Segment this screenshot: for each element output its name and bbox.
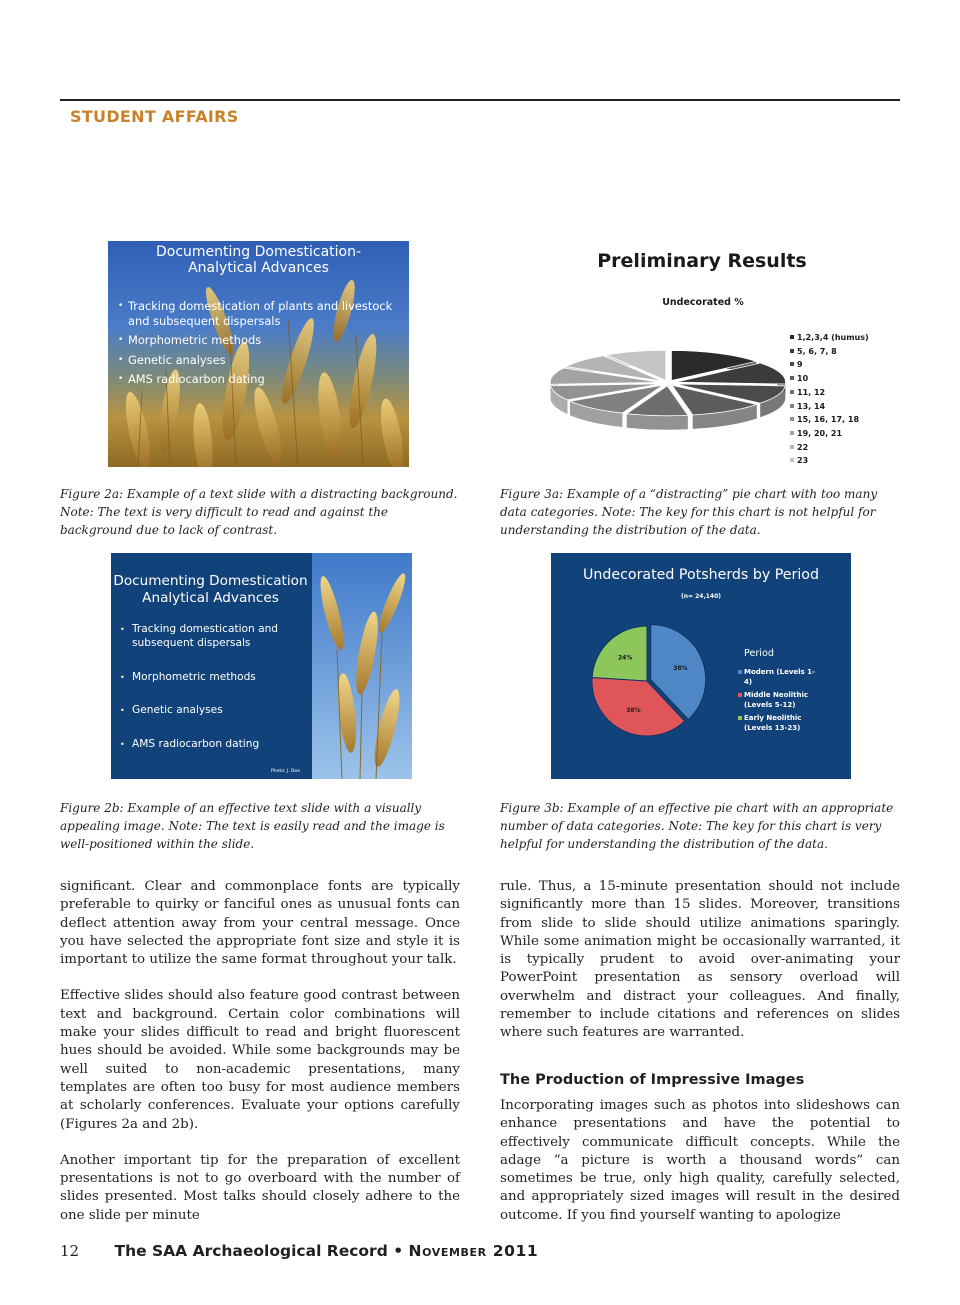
figure-2b-caption: Figure 2b: Example of an effective text slide with a visually appealing image. Note: The text is easily read and the image is well-positioned within the slide. bbox=[60, 801, 445, 851]
chart-title: Undecorated Potsherds by Period bbox=[583, 567, 819, 583]
legend-swatch bbox=[790, 417, 794, 421]
figure-3b-caption: Figure 3b: Example of an effective pie chart with an appropriate number of data categories. Note: The key for this chart is very helpful for understanding the distribution of the data. bbox=[500, 801, 894, 851]
body-paragraph: Incorporating images such as photos into slideshows can enhance presentations and have the potential to effectively communicate difficult concepts. While the adage “a picture is worth a thousand words” can sometimes be true, only high quality, carefully selected, and appropriately sized images will result in the desired outcome. If you find yourself wanting to apologize bbox=[500, 1097, 900, 1223]
pie-data-label: 38% bbox=[673, 664, 688, 672]
legend-swatch bbox=[790, 445, 794, 449]
pie-slice bbox=[592, 626, 647, 681]
slide-bullet: • Genetic analyses bbox=[116, 353, 409, 368]
page-footer bbox=[60, 1242, 538, 1260]
legend-label: 11, 12 bbox=[797, 387, 826, 397]
body-paragraph: Another important tip for the preparation of excellent presentations is not to go overboard with the number of slides presented. Most talks should closely adhere to the one slide per minute bbox=[60, 1152, 460, 1223]
slide-bullet: • AMS radiocarbon dating bbox=[116, 372, 409, 387]
legend-swatch bbox=[790, 335, 794, 339]
slide-bullet: • Morphometric methods bbox=[116, 333, 409, 348]
legend-item bbox=[790, 372, 869, 386]
legend-label: Early Neolithic (Levels 13-23) bbox=[744, 714, 802, 732]
legend-item bbox=[790, 413, 869, 427]
legend-item bbox=[790, 427, 869, 441]
legend-item bbox=[790, 454, 869, 468]
publication-title: The SAA Archaeological Record bbox=[114, 1242, 388, 1260]
legend-swatch bbox=[738, 670, 742, 674]
slide-bullet: • Morphometric methods bbox=[119, 671, 302, 685]
legend-label: 1,2,3,4 (humus) bbox=[797, 333, 869, 342]
figure-2b-slide bbox=[111, 553, 412, 779]
body-paragraph: Effective slides should also feature good contrast between text and background. Certain color combinations will make your slides difficult to read and bright fluorescent hues should be avoided. While some backgrounds may be well suited to non-academic presentations, many templates are often too busy for most audience members at scholarly conferences. Evaluate your options carefully (Figures 2a and 2b). bbox=[60, 988, 460, 1132]
legend-label: 10 bbox=[797, 374, 809, 384]
legend-item bbox=[790, 386, 869, 400]
pie-chart-3b bbox=[585, 623, 725, 743]
legend-label: 9 bbox=[797, 360, 803, 370]
legend-swatch bbox=[790, 431, 794, 435]
slide-title bbox=[108, 244, 409, 276]
legend-item bbox=[790, 358, 869, 372]
wheat-photo bbox=[312, 553, 412, 779]
legend-swatch bbox=[738, 693, 742, 697]
figure-3a-caption: Figure 3a: Example of a “distracting” pie chart with too many data categories. Note: The key for this chart is not helpful for understanding the distribution of the data. bbox=[500, 487, 878, 537]
pie-data-label: 38% bbox=[626, 706, 641, 714]
slide-bullet: • Tracking domestication and subsequent dispersals bbox=[119, 623, 302, 651]
legend-swatch bbox=[790, 458, 794, 462]
legend-item bbox=[790, 331, 869, 345]
body-column-right bbox=[500, 878, 900, 1243]
body-column-left bbox=[60, 878, 460, 1243]
section-heading: STUDENT AFFAIRS bbox=[70, 107, 239, 126]
pie-legend-3b bbox=[738, 667, 818, 736]
legend-label: 13, 14 bbox=[797, 401, 826, 411]
slide-title-text: Documenting Domestication Analytical Advances bbox=[113, 573, 308, 606]
figure-2a-slide bbox=[108, 241, 409, 467]
slide-bullet-list bbox=[116, 299, 409, 391]
footer-separator: • bbox=[393, 1242, 404, 1260]
chart-sample-size: (n= 24,140) bbox=[680, 593, 722, 600]
slide-title bbox=[111, 573, 310, 606]
legend-swatch bbox=[790, 376, 794, 380]
slide-title-text: Documenting Domestication- Analytical Advances bbox=[155, 244, 362, 276]
page-number: 12 bbox=[60, 1242, 80, 1260]
pie-data-label: 24% bbox=[617, 654, 633, 662]
legend-item bbox=[790, 441, 869, 455]
pie-slice-side bbox=[627, 414, 688, 430]
legend-label: 15, 16, 17, 18 bbox=[797, 415, 860, 425]
photo-credit: Photo: J. Doe bbox=[271, 769, 300, 774]
legend-label: 22 bbox=[797, 442, 809, 452]
issue-date: November 2011 bbox=[408, 1242, 539, 1260]
pie-chart-3a bbox=[550, 341, 786, 451]
legend-swatch bbox=[790, 404, 794, 408]
section-subheading: The Production of Impressive Images bbox=[500, 1071, 805, 1088]
body-paragraph: rule. Thus, a 15-minute presentation should not include significantly more than 15 slides. Moreover, transitions from slide to slide should utilize animations sparingly. While some animation might be occasionally warranted, it is typically prudent to avoid over-animating your PowerPoint presentation as sensory overload will overwhelm and distract your colleagues. And finally, remember to include citations and references on slides where such features are warranted. bbox=[500, 879, 900, 1041]
slide-bullet: • Tracking domestication of plants and livestock and subsequent dispersals bbox=[116, 299, 409, 329]
legend-label: 5, 6, 7, 8 bbox=[797, 346, 837, 356]
figure-3b-slide bbox=[551, 553, 851, 779]
legend-item bbox=[738, 713, 818, 733]
figure-3a-slide bbox=[546, 241, 869, 471]
legend-swatch bbox=[738, 716, 742, 720]
body-paragraph: significant. Clear and commonplace fonts are typically preferable to quirky or fanciful ones as unusual fonts can deflect attention away from your central message. Once you have selected the appropriate font size and style it is important to utilize the same format throughout your talk. bbox=[60, 879, 460, 968]
pie-legend-3a bbox=[790, 331, 869, 468]
legend-item bbox=[790, 400, 869, 414]
legend-item bbox=[738, 690, 818, 710]
slide-bullet: • AMS radiocarbon dating bbox=[119, 738, 302, 752]
legend-label: Middle Neolithic (Levels 5-12) bbox=[744, 691, 809, 709]
legend-title: Period bbox=[744, 648, 774, 659]
slide-bullet-list bbox=[119, 623, 302, 752]
slide-bullet: • Genetic analyses bbox=[119, 704, 302, 718]
legend-label: 19, 20, 21 bbox=[797, 428, 843, 438]
chart-title: Preliminary Results bbox=[597, 250, 807, 272]
legend-label: Modern (Levels 1-4) bbox=[744, 668, 815, 686]
legend-swatch bbox=[790, 362, 794, 366]
chart-subtitle: Undecorated % bbox=[662, 297, 744, 308]
legend-swatch bbox=[790, 349, 794, 353]
legend-item bbox=[790, 345, 869, 359]
legend-item bbox=[738, 667, 818, 687]
legend-label: 23 bbox=[797, 456, 809, 466]
header-rule bbox=[60, 99, 900, 101]
figure-2a-caption: Figure 2a: Example of a text slide with a distracting background. Note: The text is very difficult to read and against the background due to lack of contrast. bbox=[60, 487, 458, 537]
legend-swatch bbox=[790, 390, 794, 394]
